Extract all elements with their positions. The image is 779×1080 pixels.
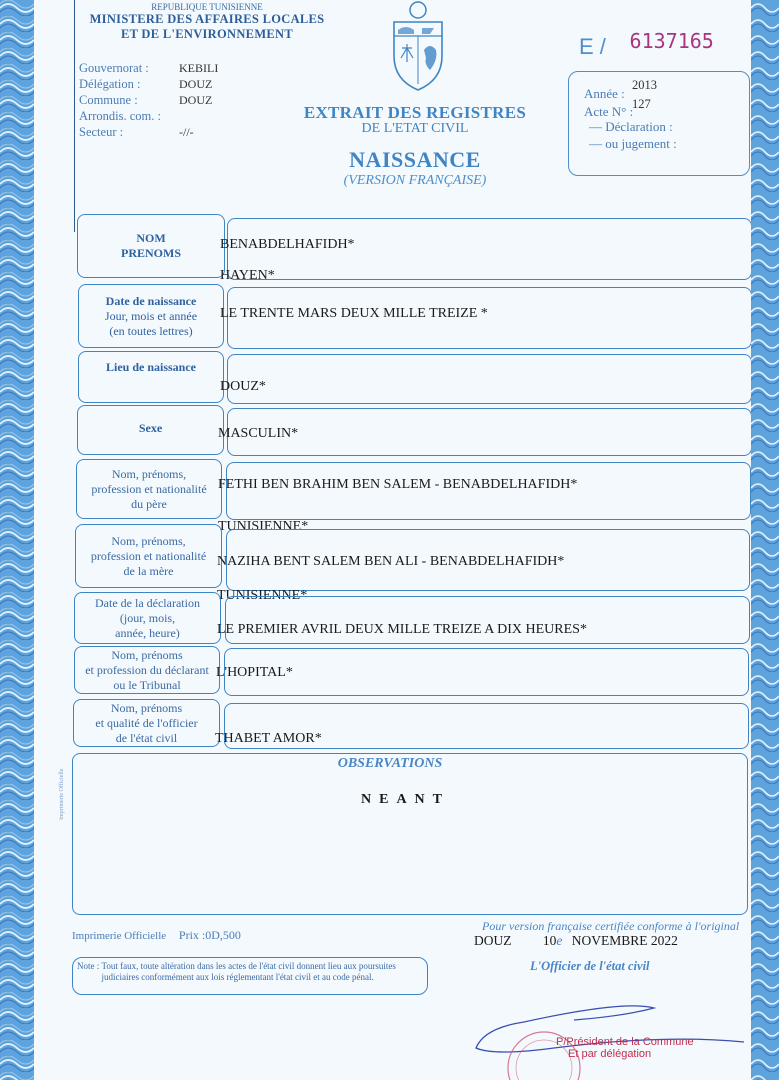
sexe-value: MASCULIN* bbox=[218, 426, 299, 441]
declarant-value: L'HOPITAL* bbox=[216, 665, 293, 680]
sexe-value-box bbox=[227, 408, 752, 456]
pere-label2: profession et nationalité bbox=[91, 481, 207, 496]
ministry-line2: ET DE L'ENVIRONNEMENT bbox=[120, 27, 294, 41]
issue-day: 10 bbox=[542, 933, 557, 948]
prenom-value: HAYEN* bbox=[220, 268, 275, 283]
declarant-value-box bbox=[224, 648, 749, 696]
issue-month-year: NOVEMBRE 2022 bbox=[571, 933, 678, 948]
legal-note bbox=[72, 957, 428, 995]
vertical-imprint: Imprimerie Officielle bbox=[59, 768, 65, 820]
declaration-label3: année, heure) bbox=[115, 625, 180, 640]
lieu-label: Lieu de naissance bbox=[105, 359, 196, 374]
issue-place: DOUZ bbox=[474, 933, 512, 948]
officier-label-box bbox=[73, 699, 220, 747]
date-naissance-label bbox=[78, 284, 224, 348]
delegation-label: Délégation : bbox=[79, 77, 141, 91]
mere-label1: Nom, prénoms, bbox=[111, 533, 186, 548]
prix-label: Prix :0D,500 bbox=[178, 928, 241, 942]
mere-label3: de la mère bbox=[123, 563, 174, 578]
note-label: Note : bbox=[77, 961, 100, 971]
pere-nationalite: TUNISIENNE* bbox=[218, 519, 309, 534]
pere-value: FETHI BEN BRAHIM BEN SALEM - BENABDELHAFIDH* bbox=[218, 477, 578, 492]
declaration-label1: Date de la déclaration bbox=[95, 595, 200, 610]
title-naissance: NAISSANCE bbox=[349, 147, 481, 172]
imprimerie-label: Imprimerie Officielle bbox=[72, 930, 167, 942]
title-line1: EXTRAIT DES REGISTRES bbox=[303, 103, 527, 122]
naissance-label1: Date de naissance bbox=[105, 293, 197, 308]
observations-box bbox=[72, 753, 748, 915]
lieu-value-box bbox=[227, 354, 752, 404]
acte-label: Acte N° : bbox=[584, 104, 634, 119]
sexe-label-box bbox=[77, 405, 224, 455]
declaration-label: — Déclaration : bbox=[589, 119, 673, 134]
arrondis-label: Arrondis. com. : bbox=[79, 109, 161, 123]
nom-value: BENABDELHAFIDH* bbox=[220, 237, 355, 252]
secteur-value: -//- bbox=[179, 125, 194, 139]
officier-value: THABET AMOR* bbox=[215, 731, 322, 746]
acte-value: 127 bbox=[632, 97, 651, 111]
serial-prefix: E / bbox=[579, 34, 606, 59]
handwritten-signature-icon bbox=[464, 990, 754, 1080]
officier-label3: de l'état civil bbox=[115, 730, 178, 745]
officier-signature-label: L'Officier de l'état civil bbox=[530, 959, 650, 973]
issue-date: DOUZ 10e NOVEMBRE 2022 bbox=[474, 933, 678, 948]
annee-label: Année : bbox=[584, 86, 625, 101]
mere-label-box bbox=[75, 524, 222, 588]
secteur-label: Secteur : bbox=[79, 125, 124, 139]
gouvernorat-value: KEBILI bbox=[179, 61, 219, 75]
commune-value: DOUZ bbox=[179, 93, 213, 107]
serial-value: 6137165 bbox=[629, 29, 714, 53]
title-version: (VERSION FRANÇAISE) bbox=[343, 173, 487, 188]
mere-label2: profession et nationalité bbox=[90, 548, 207, 563]
lieu-value: DOUZ* bbox=[220, 379, 266, 394]
declaration-value: LE PREMIER AVRIL DEUX MILLE TREIZE A DIX HEURES* bbox=[217, 622, 587, 637]
birth-certificate bbox=[34, 0, 751, 1080]
security-border-right bbox=[751, 0, 779, 1080]
certification-text: Pour version française certifiée conforme à l'original bbox=[482, 919, 740, 933]
lieu-naissance-label bbox=[78, 351, 224, 403]
delegation-value: DOUZ bbox=[179, 77, 213, 91]
declaration-label2: (jour, mois, bbox=[119, 610, 176, 625]
stamp-text bbox=[556, 1036, 694, 1060]
sexe-label: Sexe bbox=[138, 420, 163, 435]
tunisia-coat-of-arms-icon bbox=[386, 0, 450, 92]
pere-label1: Nom, prénoms, bbox=[111, 466, 187, 481]
declaration-date-label-box bbox=[74, 592, 221, 644]
declarant-label1: Nom, prénoms bbox=[111, 647, 183, 662]
stamp-line2: Et par délégation bbox=[568, 1048, 652, 1060]
prenoms-label: PRENOMS bbox=[121, 246, 181, 260]
nom-label: NOM bbox=[136, 231, 166, 245]
administrative-info bbox=[79, 60, 218, 140]
observations-title: OBSERVATIONS bbox=[337, 756, 443, 771]
note-text: Tout faux, toute altération dans les actes de l'état civil donnent lieu aux poursuites judiciaires conformément aux lois réglementant l'état civil et au code pénal. bbox=[101, 961, 396, 982]
naissance-value: LE TRENTE MARS DEUX MILLE TREIZE * bbox=[220, 306, 488, 321]
declarant-label3: ou le Tribunal bbox=[113, 677, 181, 692]
declarant-label-box bbox=[74, 646, 220, 694]
mere-nationalite: TUNISIENNE* bbox=[217, 588, 308, 603]
imprimerie-line bbox=[72, 928, 241, 943]
jugement-label: — ou jugement : bbox=[589, 136, 677, 151]
gouvernorat-label: Gouvernorat : bbox=[79, 61, 149, 75]
pere-label3: du père bbox=[131, 496, 167, 511]
naissance-label2: Jour, mois et année bbox=[104, 308, 198, 323]
pere-label-box bbox=[76, 459, 222, 519]
ministry-line1: MINISTERE DES AFFAIRES LOCALES bbox=[89, 12, 325, 26]
mere-value: NAZIHA BENT SALEM BEN ALI - BENABDELHAFIDH* bbox=[217, 554, 565, 569]
ministry-header bbox=[72, 2, 342, 42]
commune-label: Commune : bbox=[79, 93, 138, 107]
security-border-left bbox=[0, 0, 34, 1080]
stamp-line1: P/Président de la Commune bbox=[556, 1036, 694, 1048]
observations-value: NEANT bbox=[361, 792, 451, 807]
serial-number bbox=[579, 29, 714, 60]
document-title bbox=[284, 103, 546, 189]
naissance-label3: (en toutes lettres) bbox=[109, 323, 193, 338]
acte-box bbox=[568, 71, 750, 176]
officier-label2: et qualité de l'officier bbox=[95, 715, 198, 730]
title-line2: DE L'ETAT CIVIL bbox=[361, 121, 469, 136]
officier-label1: Nom, prénoms bbox=[110, 700, 183, 715]
declarant-label2: et profession du déclarant bbox=[85, 662, 209, 677]
annee-value: 2013 bbox=[632, 78, 657, 92]
republic-label: REPUBLIQUE TUNISIENNE bbox=[151, 2, 263, 12]
nom-prenoms-label bbox=[77, 214, 225, 278]
